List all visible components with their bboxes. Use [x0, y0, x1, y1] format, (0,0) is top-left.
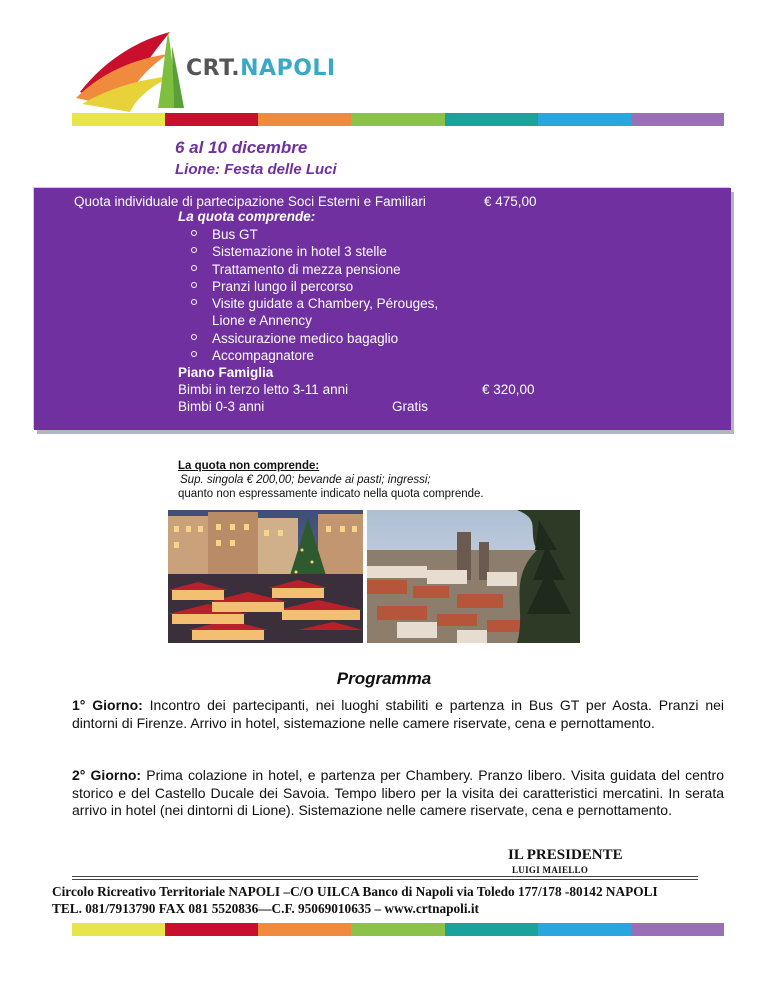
footer-contacts: TEL. 081/7913790 FAX 081 5520836—C.F. 95069010635 – www.crtnapoli.it — [52, 901, 479, 916]
bullet-circle-icon — [191, 351, 197, 357]
day2-paragraph — [72, 767, 724, 820]
stripe-segment — [538, 113, 631, 126]
day1-label: 1° Giorno: — [72, 697, 143, 713]
footer-address: Circolo Ricreativo Territoriale NAPOLI –C/O UILCA Banco di Napoli via Toledo 177/178 -80142 NAPOLI — [52, 884, 658, 899]
event-title: Lione: Festa delle Luci — [175, 161, 337, 178]
quota-label: Quota individuale di partecipazione Soci Esterni e Familiari — [74, 194, 426, 209]
color-stripe-top — [72, 113, 724, 126]
bullet-circle-icon — [191, 282, 197, 288]
programma-title: Programma — [336, 669, 432, 688]
stripe-segment — [351, 923, 444, 936]
kids2-label: Bimbi 0-3 anni — [178, 399, 265, 414]
quota-price: € 475,00 — [484, 194, 537, 209]
includes-item: Bus GT — [188, 226, 438, 243]
stripe-segment — [538, 923, 631, 936]
excluded-title: La quota non comprende: — [178, 460, 320, 472]
day2-label: 2° Giorno: — [72, 767, 142, 783]
excluded-line-2: quanto non espressamente indicato nella quota comprende. — [178, 488, 484, 500]
color-stripe-bottom — [72, 923, 724, 936]
stripe-segment — [165, 113, 258, 126]
president-name: LUIGI MAIELLO — [512, 865, 589, 875]
kids1-price: € 320,00 — [482, 382, 535, 397]
excluded-line-1: Sup. singola € 200,00; bevande ai pasti; ingressi; — [180, 474, 431, 486]
stripe-segment — [72, 113, 165, 126]
stripe-segment — [445, 113, 538, 126]
includes-item: Assicurazione medico bagaglio — [188, 330, 438, 347]
kids2-price: Gratis — [392, 399, 429, 414]
includes-item: Trattamento di mezza pensione — [188, 261, 438, 278]
bullet-circle-icon — [191, 265, 197, 271]
kids1-label: Bimbi in terzo letto 3-11 anni — [178, 382, 349, 397]
lyon-city-photo — [367, 510, 580, 643]
includes-item: Visite guidate a Chambery, Pérouges, — [188, 295, 438, 312]
stripe-segment — [631, 113, 724, 126]
stripe-segment — [72, 923, 165, 936]
includes-title: La quota comprende: — [178, 209, 316, 224]
includes-item: Sistemazione in hotel 3 stelle — [188, 243, 438, 260]
includes-item: Accompagnatore — [188, 347, 438, 364]
footer-divider — [72, 876, 698, 880]
day1-text: Incontro dei partecipanti, nei luoghi stabiliti e partenza in Bus GT per Aosta. Pranzi nei dintorni di Firenze. Arrivo in hotel, sistemazione nelle camere riservate, cena e pernottamento. — [72, 697, 725, 731]
bullet-circle-icon — [191, 230, 197, 236]
bullet-circle-icon — [191, 299, 197, 305]
logo-text-crt: CRT. — [186, 56, 241, 81]
bullet-circle-icon — [191, 247, 197, 253]
logo-wordmark — [186, 56, 336, 81]
christmas-market-photo — [168, 510, 363, 643]
stripe-segment — [258, 923, 351, 936]
includes-item-continuation: Lione e Annency — [212, 313, 312, 329]
day1-paragraph — [72, 697, 724, 732]
price-box — [34, 188, 731, 430]
stripe-segment — [165, 923, 258, 936]
stripe-segment — [631, 923, 724, 936]
includes-item: Pranzi lungo il percorso — [188, 278, 438, 295]
day2-text: Prima colazione in hotel, e partenza per Chambery. Pranzo libero. Visita guidata del centro storico e del Castello Ducale dei Savoia. Tempo libero per la visita dei caratteristici mercatini. In serata arrivo in hotel (nei dintorni di Lione). Sistemazione nelle camere riservate, cena e pernottamento. — [72, 767, 724, 819]
bullet-circle-icon — [191, 334, 197, 340]
stripe-segment — [351, 113, 444, 126]
stripe-segment — [258, 113, 351, 126]
family-plan-title: Piano Famiglia — [178, 365, 274, 380]
includes-list — [188, 226, 438, 364]
president-title: IL PRESIDENTE — [508, 847, 623, 863]
logo-text-napoli: NAPOLI — [240, 56, 336, 81]
event-date: 6 al 10 dicembre — [175, 138, 308, 157]
stripe-segment — [445, 923, 538, 936]
